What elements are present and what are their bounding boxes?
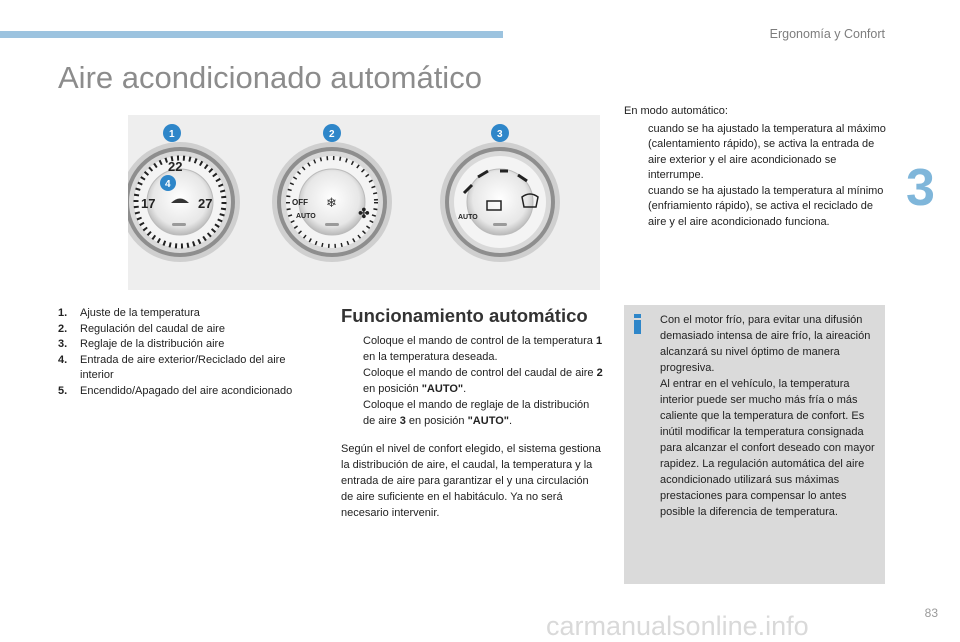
legend-item: 5. Encendido/Apagado del aire acondicionado — [58, 384, 293, 397]
bullet-icon — [341, 365, 363, 397]
svg-text:2: 2 — [329, 129, 335, 140]
temp-center-label: 22 — [168, 159, 183, 174]
temperature-knob — [128, 142, 240, 262]
distribution-knob — [440, 142, 560, 262]
airflow-knob — [272, 142, 392, 262]
svg-text:OFF: OFF — [292, 198, 308, 207]
legend-item: 3. Reglaje de la distribución aire — [58, 338, 225, 350]
legend-item: 1. Ajuste de la temperatura — [58, 307, 200, 319]
fan-icon: ✤ — [358, 206, 370, 222]
list-item: Coloque el mando de reglaje de la distribución de aire 3 en posición "AUTO". — [341, 397, 603, 429]
temp-min-label: 17 — [141, 196, 156, 211]
bullet-icon — [624, 184, 648, 231]
section-heading: Funcionamiento automático — [341, 305, 588, 326]
svg-text:4: 4 — [165, 179, 171, 190]
svg-text:AUTO: AUTO — [458, 214, 478, 221]
svg-text:AUTO: AUTO — [296, 213, 316, 220]
page-title: Aire acondicionado automático — [58, 60, 482, 95]
list-item: Coloque el mando de control del caudal de aire 2 en posición "AUTO". — [341, 365, 603, 397]
info-box — [624, 305, 885, 584]
list-item — [624, 122, 886, 184]
automatic-bullet-2: cuando se ha ajustado la temperatura al mínimo (enfriamiento rápido), se activa el reciclado de aire y el aire acondicionado funciona. — [648, 184, 884, 228]
page-number: 83 — [924, 606, 938, 620]
list-item — [624, 184, 886, 231]
figure-legend — [58, 306, 320, 399]
automatic-bullet-1: cuando se ha ajustado la temperatura al máximo (calentamiento rápido), se activa la entrada de aire exterior y el aire acondicionado se interrumpe. — [648, 122, 886, 181]
svg-text:3: 3 — [497, 129, 503, 140]
chapter-number: 3 — [906, 159, 935, 217]
bullet-icon — [624, 122, 648, 184]
ac-snowflake-icon: ❄ — [326, 196, 337, 211]
section-title: Ergonomía y Confort — [769, 27, 885, 41]
info-icon — [632, 314, 643, 334]
legend-item: 4. Entrada de aire exterior/Reciclado del aire interior — [58, 353, 286, 381]
bullet-icon — [341, 397, 363, 429]
automatic-mode-notes — [624, 104, 886, 230]
header-rule — [0, 31, 503, 38]
svg-text:1: 1 — [169, 129, 175, 140]
bullet-icon — [341, 333, 363, 365]
watermark: carmanualsonline.info — [546, 611, 809, 641]
legend-item: 2. Regulación del caudal de aire — [58, 322, 225, 335]
temp-max-label: 27 — [198, 196, 213, 211]
climate-controls-figure — [128, 115, 600, 290]
automatic-intro: En modo automático: — [624, 105, 728, 117]
list-item: Coloque el mando de control de la temperatura 1 en la temperatura deseada. — [341, 333, 603, 365]
instruction-list — [341, 333, 603, 429]
info-text: Con el motor frío, para evitar una difusión demasiado intensa de aire frío, la aireación alcanzará su nivel óptimo de manera progresiva. Al entrar en el vehículo, la temperatura interior puede ser mucho más fría o más caliente que la temperatura de confort. Es inútil modificar la temperatura consignada para alcanzar el confort deseado con mayor rapidez. La regulación automática del aire acondicionado utilizará sus máximas prestaciones para compensar lo antes posible la diferencia de temperatura. — [660, 314, 875, 518]
body-paragraph: Según el nivel de confort elegido, el sistema gestiona la distribución de aire, el caudal, la temperatura y la entrada de aire para garantizar el y una circulación de aire suficiente en el habitáculo. Ya no será necesario intervenir. — [341, 443, 601, 519]
